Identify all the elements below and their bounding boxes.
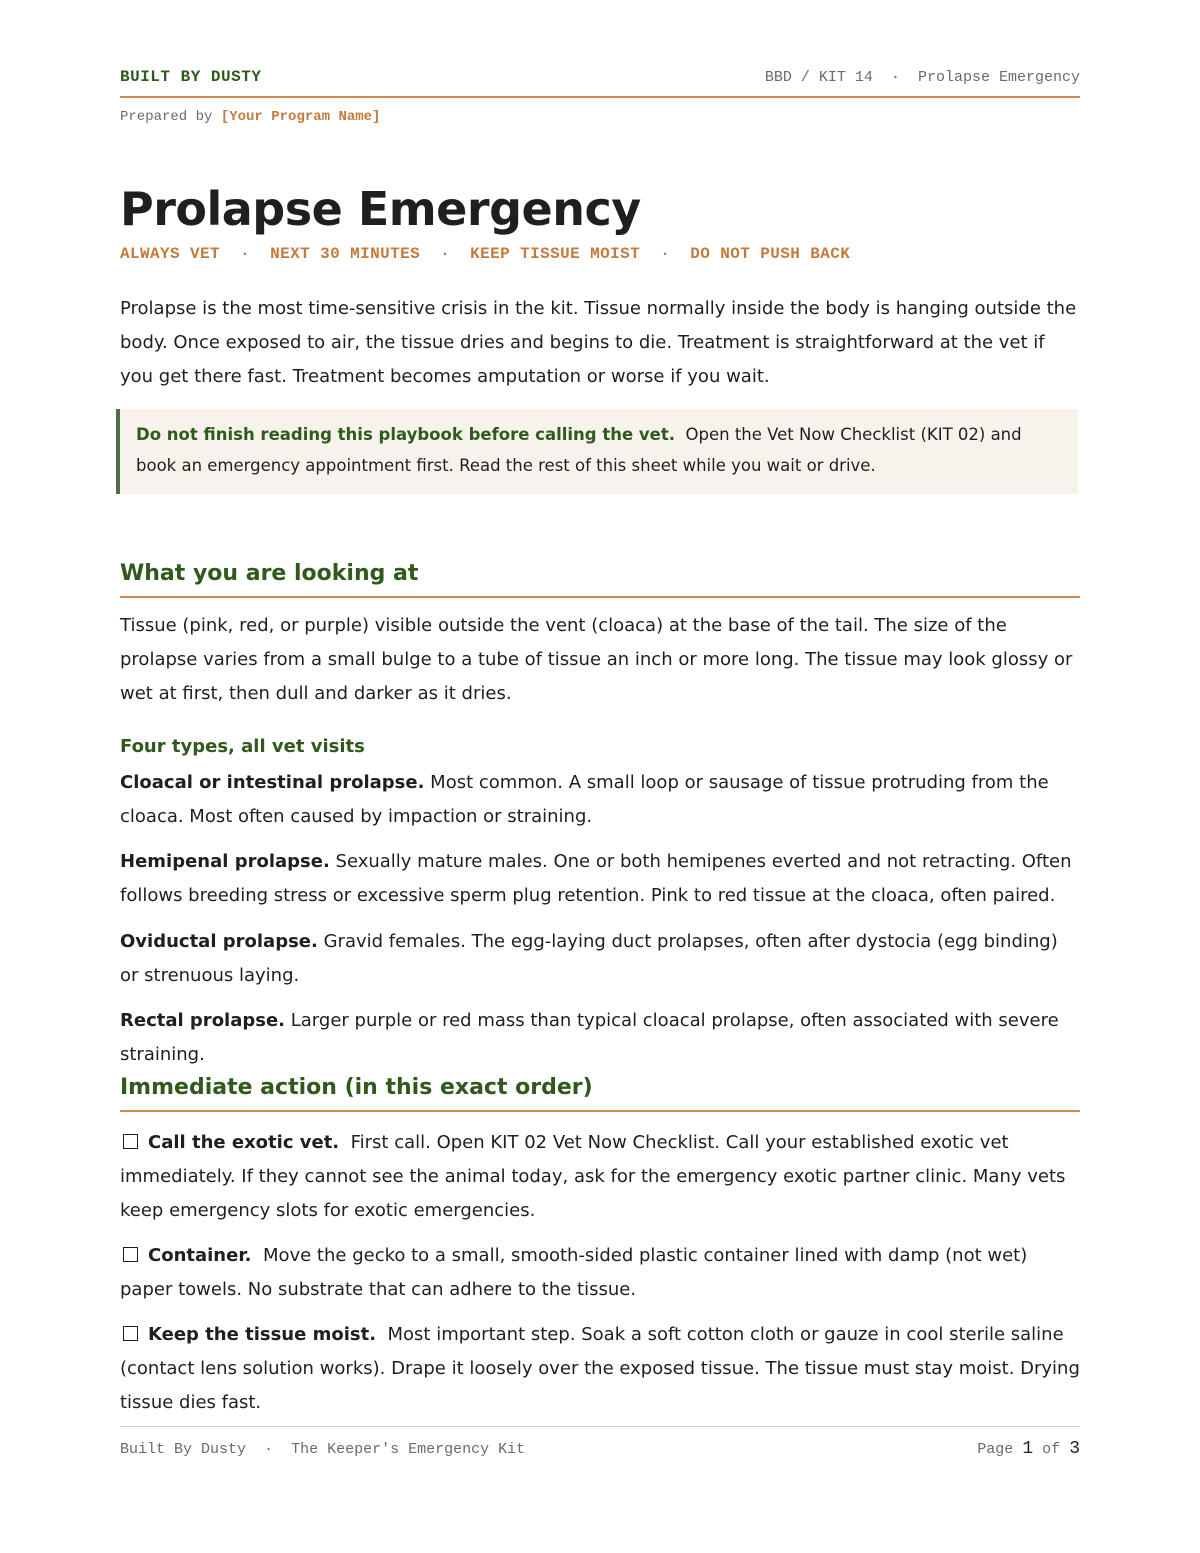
tag-separator: · <box>440 245 451 263</box>
page-total: 3 <box>1069 1439 1080 1459</box>
prepared-by-label: Prepared by <box>120 109 213 125</box>
page-label: Page <box>977 1441 1014 1458</box>
type-name: Cloacal or intestinal prolapse. <box>120 772 425 793</box>
step-call-vet <box>120 1126 1080 1228</box>
tag-line <box>120 245 850 263</box>
kit-title: Prolapse Emergency <box>917 69 1080 86</box>
header-separator: · <box>890 69 900 86</box>
brand-name: BUILT BY DUSTY <box>120 68 262 86</box>
step-checkbox[interactable] <box>123 1247 138 1262</box>
tag-do-not-push-back: DO NOT PUSH BACK <box>690 245 851 263</box>
page-current: 1 <box>1022 1439 1034 1459</box>
step-keep-moist <box>120 1318 1080 1420</box>
type-rectal <box>120 1004 1080 1072</box>
intro-paragraph: Prolapse is the most time-sensitive crisis in the kit. Tissue normally inside the body is hanging outside the body. Once exposed to air, the tissue dries and begins to die. Treatment is straightforward at the vet if you get there fast. Treatment becomes amputation or worse if you wait. <box>120 298 1077 387</box>
type-oviductal <box>120 925 1080 993</box>
section-heading-immediate-action: Immediate action (in this exact order) <box>120 1075 593 1100</box>
tag-separator: · <box>660 245 671 263</box>
tag-keep-tissue-moist: KEEP TISSUE MOIST <box>470 245 641 263</box>
step-text: First call. Open KIT 02 Vet Now Checklist. Call your established exotic vet immediately. If they cannot see the animal today, ask for the emergency exotic partner clinic. Many vets keep emergency slots for exotic emergencies. <box>120 1132 1066 1221</box>
section-body-looking-at: Tissue (pink, red, or purple) visible outside the vent (cloaca) at the base of the tail. The size of the prolapse varies from a small bulge to a tube of tissue an inch or more long. The tissue may look glossy or wet at first, then dull and darker as it dries. <box>120 615 1073 704</box>
page-title: Prolapse Emergency <box>120 182 641 236</box>
warning-callout <box>116 409 1078 494</box>
footer-left <box>120 1441 525 1458</box>
tag-always-vet: ALWAYS VET <box>120 245 221 263</box>
step-text: Move the gecko to a small, smooth-sided plastic container lined with damp (not wet) paper towels. No substrate that can adhere to the tissue. <box>120 1245 1028 1300</box>
program-name: [Your Program Name] <box>220 109 381 125</box>
step-checkbox[interactable] <box>123 1326 138 1341</box>
header-kit-info <box>765 69 1080 86</box>
type-hemipenal <box>120 845 1080 913</box>
step-name: Keep the tissue moist. <box>148 1324 377 1345</box>
type-text: Sexually mature males. One or both hemipenes everted and not retracting. Often follows breeding stress or excessive sperm plug retention. Pink to red tissue at the cloaca, often paired. <box>120 851 1072 906</box>
step-checkbox[interactable] <box>123 1134 138 1149</box>
prepared-by <box>120 109 380 125</box>
type-text: Larger purple or red mass than typical cloacal prolapse, often associated with severe straining. <box>120 1010 1059 1065</box>
kit-ref: BBD / KIT 14 <box>764 69 873 86</box>
footer-separator: · <box>264 1441 274 1458</box>
subheading-four-types: Four types, all vet visits <box>120 736 365 757</box>
page-number <box>977 1439 1080 1459</box>
type-cloacal <box>120 766 1080 834</box>
footer-rule <box>120 1426 1080 1427</box>
step-name: Call the exotic vet. <box>148 1132 340 1153</box>
footer-kit-title: The Keeper's Emergency Kit <box>291 1441 526 1458</box>
type-text: Most common. A small loop or sausage of tissue protruding from the cloaca. Most often caused by impaction or straining. <box>120 772 1049 827</box>
section-rule <box>120 596 1080 598</box>
type-name: Oviductal prolapse. <box>120 931 318 952</box>
section-heading-looking-at: What you are looking at <box>120 561 419 586</box>
callout-lead: Do not finish reading this playbook before calling the vet. <box>136 425 676 444</box>
footer-brand: Built By Dusty <box>120 1441 247 1458</box>
type-text: Gravid females. The egg-laying duct prolapses, often after dystocia (egg binding) or strenuous laying. <box>120 931 1058 986</box>
callout-text: Open the Vet Now Checklist (KIT 02) and book an emergency appointment first. Read the rest of this sheet while you wait or drive. <box>136 425 1022 475</box>
header-rule <box>120 96 1080 98</box>
running-header <box>120 68 1080 90</box>
page-of: of <box>1042 1441 1061 1458</box>
step-container <box>120 1239 1080 1307</box>
section-rule <box>120 1110 1080 1112</box>
tag-separator: · <box>240 245 251 263</box>
tag-next-30-minutes: NEXT 30 MINUTES <box>270 245 421 263</box>
type-name: Rectal prolapse. <box>120 1010 286 1031</box>
step-text: Most important step. Soak a soft cotton cloth or gauze in cool sterile saline (contact lens solution works). Drape it loosely over the exposed tissue. The tissue must stay moist. Drying tissue dies fast. <box>120 1324 1080 1413</box>
step-name: Container. <box>148 1245 252 1266</box>
type-name: Hemipenal prolapse. <box>120 851 330 872</box>
